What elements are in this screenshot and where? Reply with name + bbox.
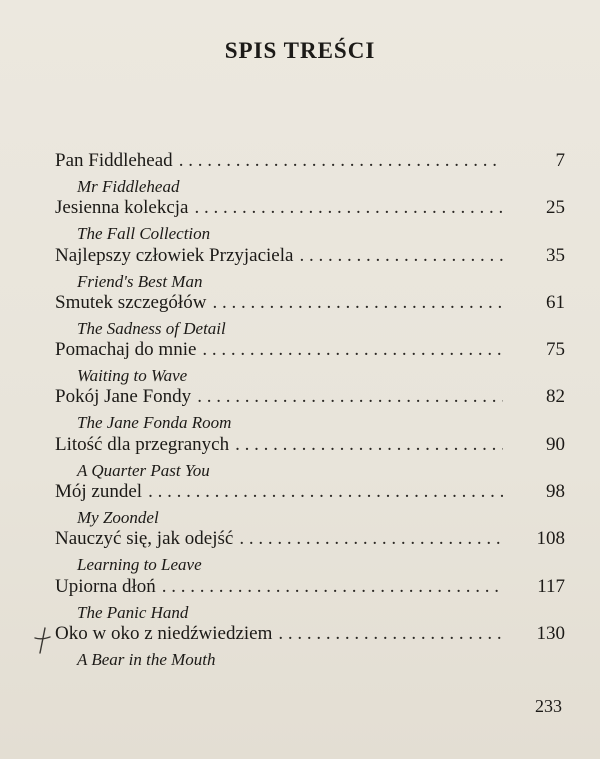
entry-page-number: 117	[537, 575, 565, 597]
dot-leader	[299, 245, 503, 267]
entry-title: Oko w oko z niedźwiedziem	[55, 622, 273, 644]
entry-page-number: 61	[546, 291, 565, 313]
entry-page-number: 98	[546, 481, 565, 503]
entry-title: Upiorna dłoń	[55, 575, 156, 597]
entry-title: Pomachaj do mnie	[55, 339, 197, 361]
toc-entry	[55, 150, 565, 197]
dot-leader	[202, 339, 503, 361]
dot-leader	[179, 150, 503, 172]
dot-leader	[212, 292, 503, 314]
entry-original-title: Friend's Best Man	[77, 271, 203, 291]
toc-entry	[55, 434, 565, 481]
dot-leader	[148, 481, 503, 503]
toc-entry	[55, 481, 565, 528]
toc-entry	[55, 245, 565, 292]
entry-page-number: 35	[546, 244, 565, 266]
toc-entry	[55, 576, 565, 623]
entry-title: Jesienna kolekcja	[55, 197, 189, 219]
dot-leader	[278, 623, 503, 645]
toc-entry	[55, 339, 565, 386]
entry-page-number: 7	[555, 150, 565, 171]
entry-original-title: The Panic Hand	[77, 602, 189, 622]
entry-page-number: 25	[546, 197, 565, 219]
dot-leader	[197, 386, 503, 408]
entry-original-title: Waiting to Wave	[77, 366, 188, 386]
page-number: 233	[535, 696, 562, 716]
entry-title: Pan Fiddlehead	[55, 150, 173, 171]
entry-page-number: 90	[546, 433, 565, 455]
entry-page-number: 82	[546, 386, 565, 408]
entry-original-title: The Fall Collection	[77, 224, 211, 244]
dot-leader	[235, 434, 503, 456]
toc-entry	[55, 197, 565, 244]
dot-leader	[194, 197, 503, 219]
cross-mark-icon	[31, 626, 53, 656]
entry-title: Mój zundel	[55, 481, 143, 503]
dot-leader	[239, 528, 503, 550]
entry-page-number: 75	[546, 339, 565, 361]
entry-title: Smutek szczegółów	[55, 291, 207, 313]
toc-entry	[55, 528, 565, 575]
entry-original-title: A Quarter Past You	[77, 460, 210, 480]
entry-title: Nauczyć się, jak odejść	[55, 528, 234, 550]
entry-original-title: The Jane Fonda Room	[77, 413, 232, 433]
toc-entry	[55, 623, 565, 670]
entry-title: Litość dla przegranych	[55, 433, 230, 455]
table-of-contents	[55, 150, 565, 670]
entry-original-title: Learning to Leave	[77, 555, 202, 575]
page-title: SPIS TREŚCI	[224, 38, 376, 63]
entry-page-number: 108	[536, 528, 565, 550]
entry-original-title: A Bear in the Mouth	[77, 649, 216, 669]
entry-title: Pokój Jane Fondy	[55, 386, 192, 408]
entry-original-title: Mr Fiddlehead	[77, 177, 180, 196]
toc-entry	[55, 292, 565, 339]
entry-original-title: My Zoondel	[77, 508, 159, 528]
dot-leader	[162, 576, 503, 598]
entry-title: Najlepszy człowiek Przyjaciela	[55, 244, 294, 266]
toc-entry	[55, 386, 565, 433]
entry-original-title: The Sadness of Detail	[77, 318, 226, 338]
entry-page-number: 130	[536, 622, 565, 644]
